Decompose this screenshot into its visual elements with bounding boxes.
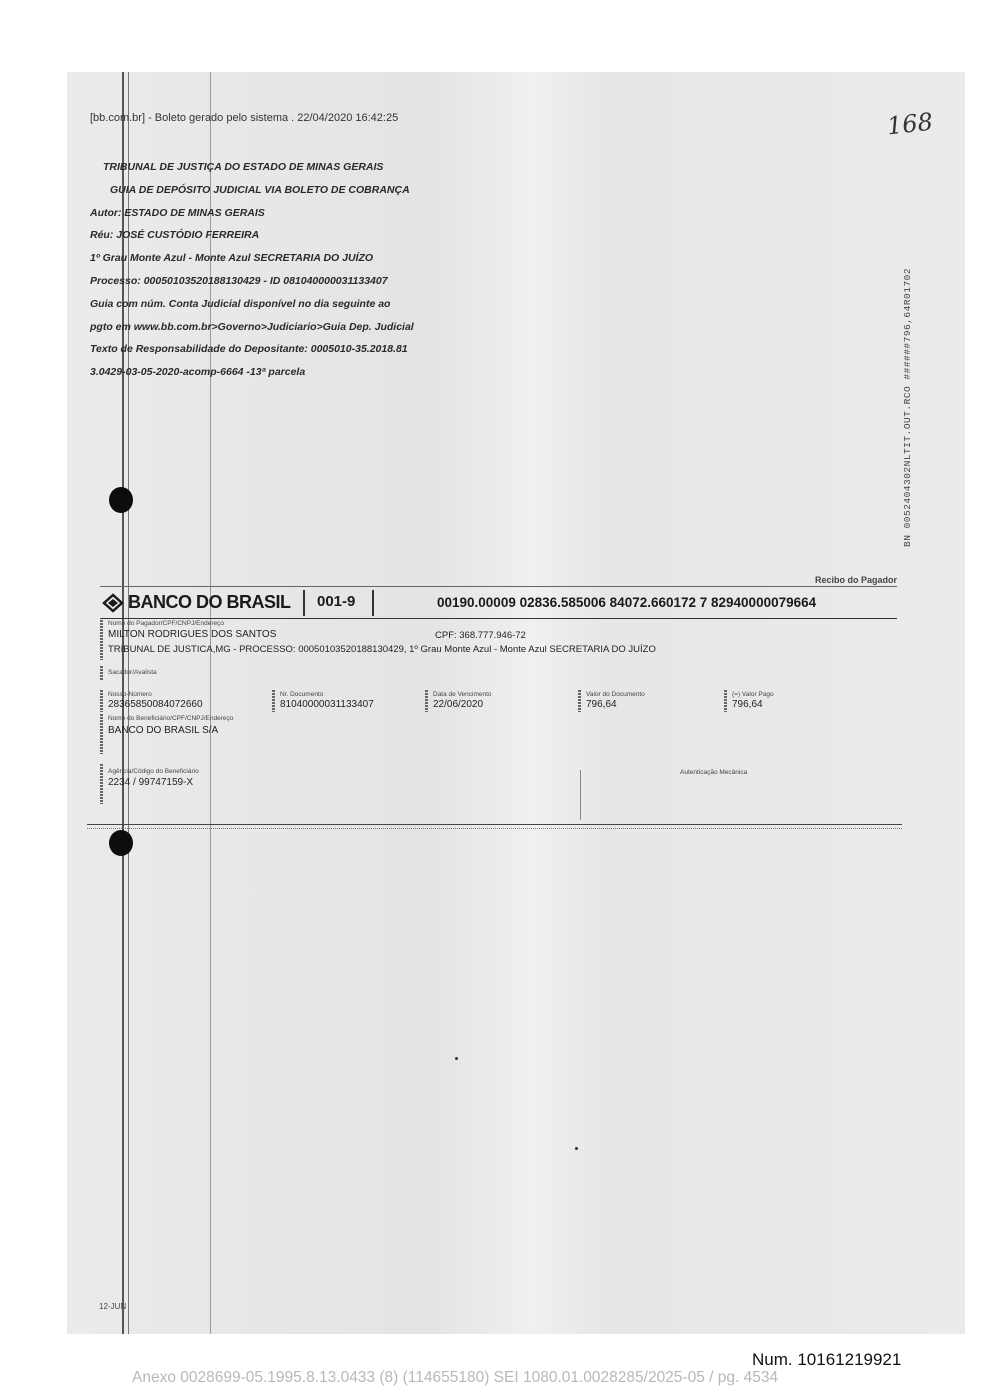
- payer-label: Nome do Pagador/CPF/CNPJ/Endereço: [108, 620, 224, 627]
- document-number-footer: Num. 10161219921: [752, 1350, 902, 1369]
- field-label-document-number: Nr. Documento: [280, 691, 324, 698]
- margin-tick: [100, 666, 103, 680]
- bottom-stamp: 12-JUN: [99, 1302, 127, 1311]
- bank-name: BANCO DO BRASIL: [128, 592, 291, 612]
- scan-speck: [455, 1057, 458, 1060]
- margin-tick: [100, 714, 103, 754]
- guide-line: Texto de Responsabilidade do Depositante: 0005010-35.2018.81: [90, 343, 408, 356]
- field-value-amount-paid: 796,64: [732, 699, 763, 710]
- handwritten-page-number: 168: [885, 107, 935, 141]
- payer-cpf: CPF: 368.777.946-72: [435, 630, 526, 641]
- guide-line: Autor: ESTADO DE MINAS GERAIS: [90, 206, 265, 219]
- field-label-due-date: Data de Vencimento: [433, 691, 492, 698]
- bank-logo-icon: [102, 593, 124, 613]
- punch-hole: [109, 830, 133, 856]
- margin-tick: [100, 620, 103, 660]
- margin-tick: [578, 690, 581, 712]
- punch-hole: [109, 487, 133, 513]
- tear-line: [87, 824, 902, 829]
- separator: [372, 590, 374, 616]
- row-rule: [100, 618, 897, 619]
- scan-speck: [575, 1147, 578, 1150]
- scanned-page: [67, 72, 965, 1334]
- guide-line: pgto em www.bb.com.br>Governo>Judiciario>Guia Dep. Judicial: [90, 320, 414, 333]
- beneficiary-label: Nome do Beneficiário/CPF/CNPJ/Endereço: [108, 715, 234, 722]
- system-header: [bb.com.br] - Boleto gerado pelo sistema . 22/04/2020 16:42:25: [90, 112, 399, 124]
- bank-header-row: [100, 588, 897, 618]
- guide-line: Processo: 00050103520188130429 - ID 081040000031133407: [90, 274, 388, 287]
- auth-box: [580, 770, 898, 820]
- guarantor-label: Sacador/Avalista: [108, 669, 157, 676]
- vertical-authentication-code: BN 0052404302NLTIT.OUT.RCO ######796,64R01702: [902, 267, 913, 547]
- agency-value: 2234 / 99747159-X: [108, 777, 194, 788]
- field-value-due-date: 22/06/2020: [433, 699, 484, 710]
- guide-line: GUIA DE DEPÓSITO JUDICIAL VIA BOLETO DE COBRANÇA: [110, 183, 410, 196]
- deposit-guide-text: [90, 156, 510, 384]
- guide-line: TRIBUNAL DE JUSTIÇA DO ESTADO DE MINAS GERAIS: [103, 161, 384, 173]
- margin-tick: [100, 764, 103, 804]
- payer-name: MILTON RODRIGUES DOS SANTOS: [108, 629, 277, 640]
- digitable-line: 00190.00009 02836.585006 84072.660172 7 82940000079664: [437, 595, 817, 610]
- field-value-document-value: 796,64: [586, 699, 617, 710]
- field-value-document-number: 81040000031133407: [280, 699, 374, 710]
- annex-footer: Anexo 0028699-05.1995.8.13.0433 (8) (114655180) SEI 1080.01.0028285/2025-05 / pg. 4534: [132, 1369, 779, 1386]
- margin-tick: [272, 690, 275, 712]
- agency-label: Agência/Código do Beneficiário: [108, 768, 199, 775]
- slip-top-rule: [100, 586, 897, 587]
- separator: [303, 590, 305, 616]
- payer-address: TRIBUNAL DE JUSTICA,MG - PROCESSO: 00050103520188130429, 1º Grau Monte Azul - Monte Azul SECRETARIA DO JUÍZO: [108, 644, 656, 655]
- guide-line: 1º Grau Monte Azul - Monte Azul SECRETARIA DO JUÍZO: [90, 252, 374, 265]
- margin-tick: [724, 690, 727, 712]
- beneficiary-name: BANCO DO BRASIL S/A: [108, 725, 219, 736]
- bank-code: 001-9: [317, 593, 356, 610]
- guide-line: 3.0429-03-05-2020-acomp-6664 -13ª parcela: [90, 366, 306, 379]
- margin-tick: [100, 690, 103, 712]
- receipt-label: Recibo do Pagador: [814, 575, 897, 585]
- guide-line: Guia com núm. Conta Judicial disponível no dia seguinte ao: [90, 297, 391, 310]
- guide-line: Réu: JOSÉ CUSTÓDIO FERREIRA: [90, 229, 260, 242]
- field-value-our-number: 28365850084072660: [108, 699, 203, 710]
- mechanical-auth-label: Autenticação Mecânica: [680, 769, 748, 776]
- field-label-document-value: Valor do Documento: [586, 691, 645, 698]
- field-label-our-number: Nosso-Número: [108, 691, 152, 698]
- field-label-amount-paid: (=) Valor Pago: [732, 691, 774, 698]
- margin-tick: [425, 690, 428, 712]
